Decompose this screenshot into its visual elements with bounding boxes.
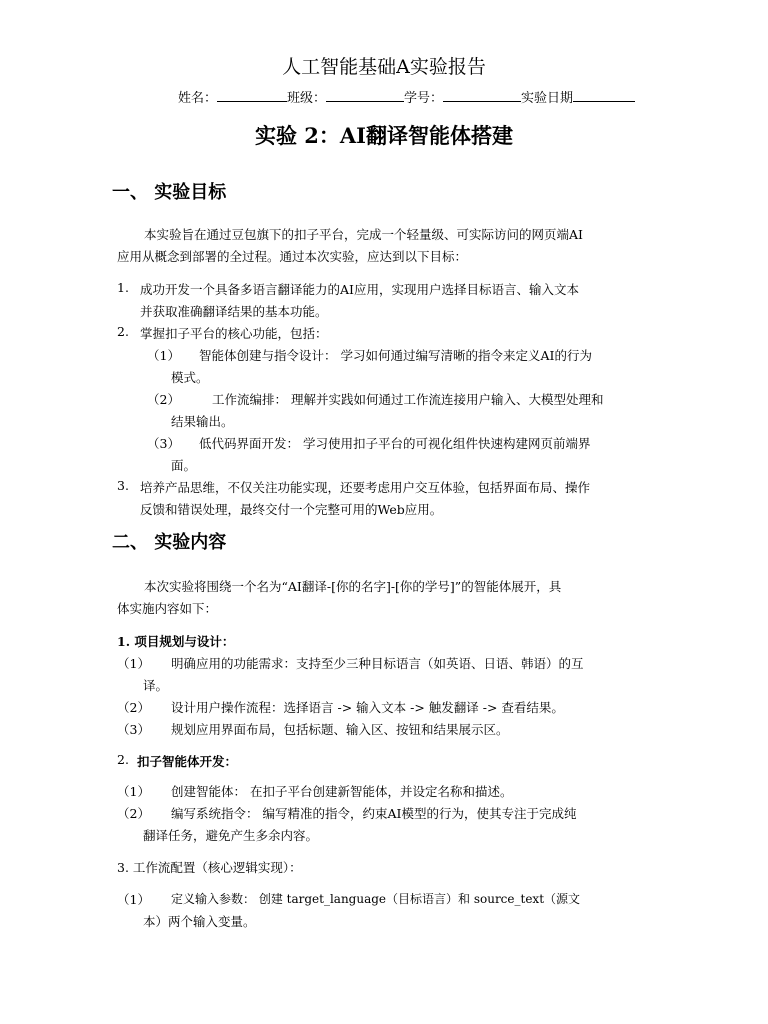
section-heading-content: 二、 实验内容 xyxy=(112,532,227,553)
goal-2-number: 2. xyxy=(117,324,129,339)
part-1-title: 1. 项目规划与设计： xyxy=(117,634,235,649)
goal-3-line2: 反馈和错误处理，最终交付一个完整可用的Web应用。 xyxy=(140,502,443,517)
part-1-item2-number: （2） xyxy=(117,700,150,715)
goals-intro-line1: 本实验旨在通过豆包旗下的扣子平台，完成一个轻量级、可实际访问的网页端AI xyxy=(144,227,583,242)
date-label: 实验日期 xyxy=(521,91,574,106)
goal-1-line1: 成功开发一个具备多语言翻译能力的AI应用，实现用户选择目标语言、输入文本 xyxy=(140,282,579,297)
goal-2-sub2-line1: 工作流编排： 理解并实践如何通过工作流连接用户输入、大模型处理和 xyxy=(212,392,604,407)
goal-1-number: 1. xyxy=(117,280,129,295)
goal-1-line2: 并获取准确翻译结果的基本功能。 xyxy=(140,304,328,319)
part-2-item2-line2: 翻译任务，避免产生多余内容。 xyxy=(143,828,319,843)
part-2-item1-number: （1） xyxy=(117,784,150,799)
part-3-item1-number: （1） xyxy=(117,892,150,907)
part-3-title: 3. 工作流配置（核心逻辑实现）： xyxy=(117,860,302,875)
goal-2-line1: 掌握扣子平台的核心功能，包括： xyxy=(140,326,328,341)
goal-2-sub2-number: （2） xyxy=(147,392,180,407)
part-2-item2-number: （2） xyxy=(117,806,150,821)
name-label: 姓名： xyxy=(178,91,218,106)
part-1-item1-number: （1） xyxy=(117,656,150,671)
section-heading-goals: 一、 实验目标 xyxy=(112,182,227,203)
goal-2-sub1-line2: 模式。 xyxy=(171,370,209,385)
part-1-item1-line2: 译。 xyxy=(143,678,169,693)
part-2-number: 2. xyxy=(117,752,129,767)
student-info-row xyxy=(178,87,635,106)
experiment-title: 实验 2：AI翻译智能体搭建 xyxy=(254,123,514,148)
part-1-item1-line1: 明确应用的功能需求：支持至少三种目标语言（如英语、日语、韩语）的互 xyxy=(171,656,584,671)
goals-intro-line2: 应用从概念到部署的全过程。通过本次实验，应达到以下目标： xyxy=(117,249,468,264)
part-2-item2-line1: 编写系统指令： 编写精准的指令，约束AI模型的行为，使其专注于完成纯 xyxy=(171,806,577,821)
part-1-item2-line1: 设计用户操作流程：选择语言 -> 输入文本 -> 触发翻译 -> 查看结果。 xyxy=(171,700,564,715)
part-3-item1-line1: 定义输入参数： 创建 target_language（目标语言）和 source_text（源文 xyxy=(171,892,581,906)
id-label: 学号： xyxy=(404,91,444,106)
part-2-item1-line1: 创建智能体： 在扣子平台创建新智能体，并设定名称和描述。 xyxy=(171,784,513,799)
goal-2-sub1-line1: 智能体创建与指令设计： 学习如何通过编写清晰的指令来定义AI的行为 xyxy=(199,348,592,363)
goal-2-sub3-number: （3） xyxy=(147,436,180,451)
goal-2-sub1-number: （1） xyxy=(147,348,180,363)
goal-2-sub3-line1: 低代码界面开发： 学习使用扣子平台的可视化组件快速构建网页前端界 xyxy=(199,436,591,451)
goal-3-number: 3. xyxy=(117,478,129,493)
content-intro-line2: 体实施内容如下： xyxy=(117,601,218,616)
class-label: 班级： xyxy=(287,91,327,106)
goal-2-sub2-line2: 结果输出。 xyxy=(171,414,234,429)
id-blank[interactable] xyxy=(443,88,521,102)
goal-3-line1: 培养产品思维，不仅关注功能实现，还要考虑用户交互体验，包括界面布局、操作 xyxy=(140,480,591,495)
report-title: 人工智能基础A实验报告 xyxy=(282,56,486,78)
part-2-title: 扣子智能体开发： xyxy=(137,754,238,769)
goal-2-sub3-line2: 面。 xyxy=(171,458,197,473)
class-blank[interactable] xyxy=(326,88,404,102)
part-3-item1-line2: 本）两个输入变量。 xyxy=(143,914,256,929)
date-blank[interactable] xyxy=(573,88,635,102)
name-blank[interactable] xyxy=(217,88,287,102)
part-1-item3-line1: 规划应用界面布局，包括标题、输入区、按钮和结果展示区。 xyxy=(171,722,509,737)
content-intro-line1: 本次实验将围绕一个名为“AI翻译-[你的名字]-[你的学号]”的智能体展开，具 xyxy=(144,579,562,594)
part-1-item3-number: （3） xyxy=(117,722,150,737)
